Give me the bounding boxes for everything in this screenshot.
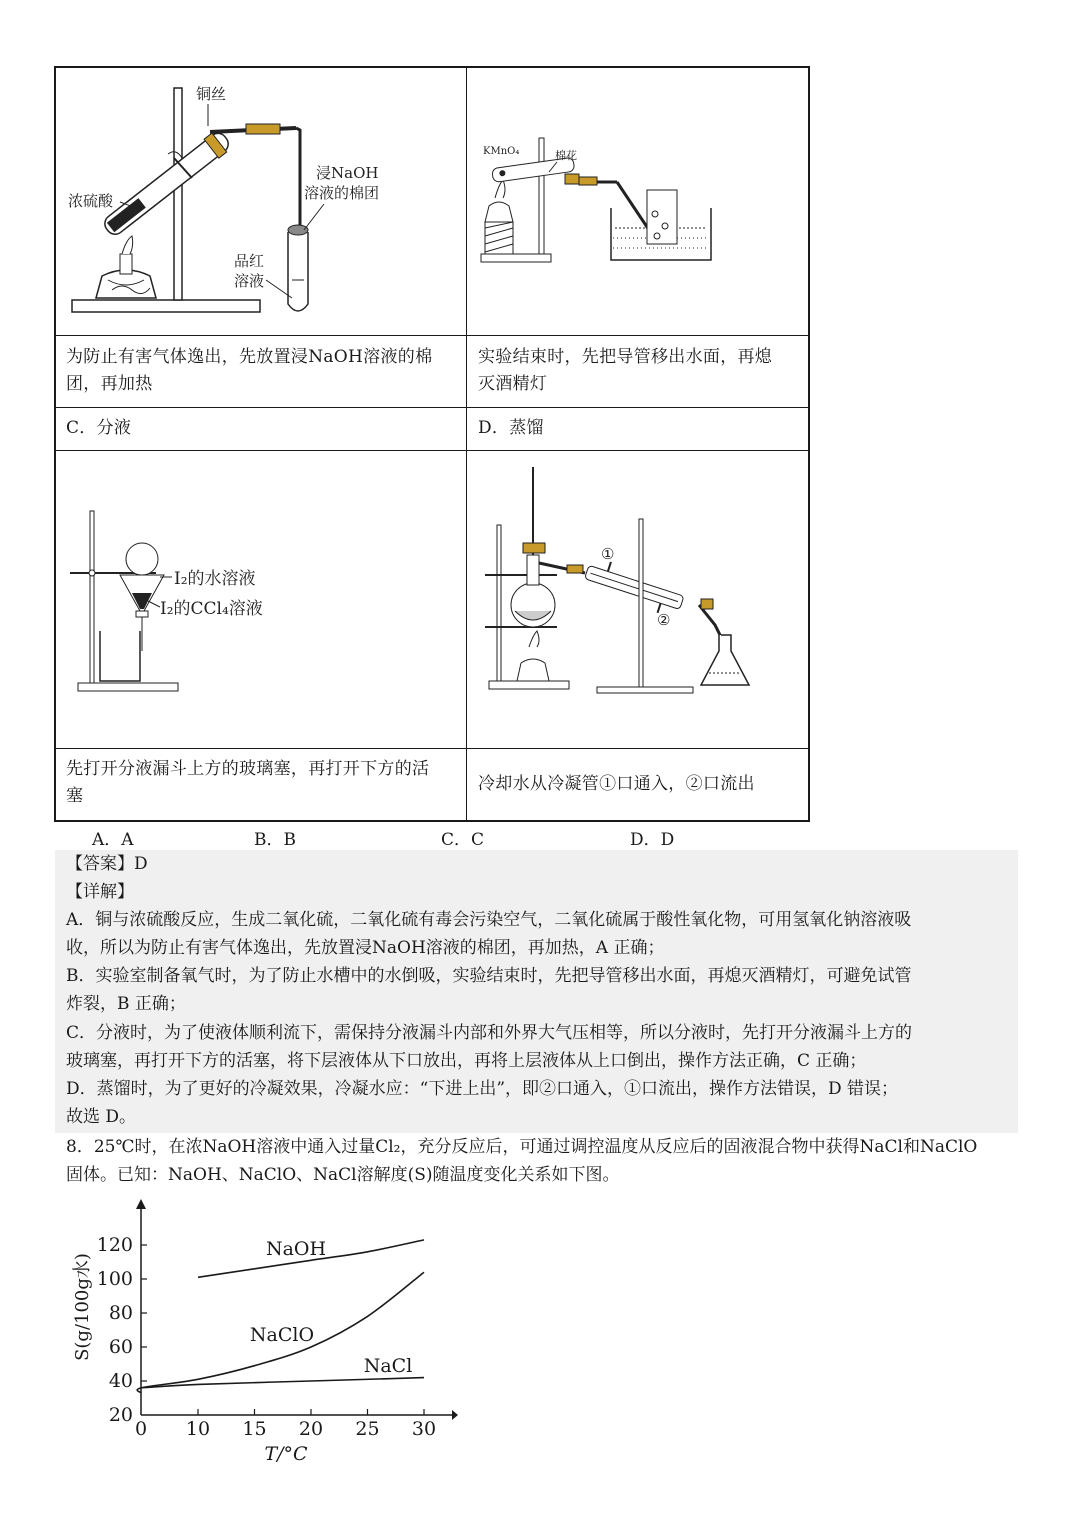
cell-c-text-line: 塞 [66,786,84,806]
x-tick-label: 0 [134,1418,148,1440]
cell-a-text [66,344,432,398]
x-tick-label: 10 [185,1418,211,1440]
y-tick-label: 120 [96,1234,133,1256]
figure-a-copper-sulfuric-acid [56,68,466,335]
cell-c-text [66,756,429,810]
option-c[interactable]: C．C [441,830,485,850]
label-naoh-cotton-2: 溶液的棉团 [304,184,380,202]
detail-title: 【详解】 [66,882,134,902]
label-cotton: 棉花 [555,149,577,162]
cell-d-text: 冷却水从冷凝管①口通入，②口流出 [478,774,755,794]
cell-a-text-line: 为防止有害气体逸出，先放置浸NaOH溶液的棉 [66,347,433,367]
x-tick-label: 30 [411,1418,437,1440]
cell-b-text [478,344,772,398]
explanation-line: B．实验室制备氧气时，为了防止水槽中的水倒吸，实验结束时，先把导管移出水面，再熄灭酒精灯，可避免试管 [66,966,912,986]
table-divider [54,748,810,749]
label-concentrated-acid: 浓硫酸 [68,192,114,210]
label-i2-ccl4: I₂的CCl₄溶液 [160,599,263,619]
x-tick-label: 15 [242,1418,267,1440]
y-tick-label: 60 [108,1336,133,1358]
question-8-line-2: 固体。已知：NaOH、NaClO、NaCl溶解度(S)随温度变化关系如下图。 [66,1165,620,1185]
label-port-1: ① [601,545,615,563]
label-naoh-cotton-1: 浸NaOH [316,164,379,182]
option-b[interactable]: B．B [254,830,296,850]
figure-b-oxygen-preparation [467,68,808,335]
explanation-line: C．分液时，为了使液体顺利流下，需保持分液漏斗内部和外界大气压相等，所以分液时，先打开分液漏斗上方的 [66,1023,913,1043]
explanation-line: 收，所以为防止有害气体逸出，先放置浸NaOH溶液的棉团，再加热，A 正确； [66,938,665,958]
label-port-2: ② [657,611,671,629]
explanation-line: D．蒸馏时，为了更好的冷凝效果，冷凝水应：“下进上出”，即②口通入，①口流出，操作方法错误，D 错误； [66,1079,899,1099]
answer-options [60,822,800,848]
table-border-right [808,66,810,822]
series-label-naoh: NaOH [265,1238,327,1260]
label-i2-water: I₂的水溶液 [174,569,256,589]
cell-b-text-line: 实验结束时，先把导管移出水面，再熄 [478,347,773,367]
question-8-line-1: 8．25℃时，在浓NaOH溶液中通入过量Cl₂，充分反应后，可通过调控温度从反应后的固液混合物中获得NaCl和NaClO [66,1137,978,1157]
label-pink-red-2: 溶液 [234,272,265,290]
x-tick-label: 20 [298,1418,324,1440]
x-axis-title: T/°C [264,1443,308,1465]
y-axis-title: S(g/100g水) [72,1253,93,1361]
explanation-line: A．铜与浓硫酸反应，生成二氧化硫，二氧化硫有毒会污染空气，二氧化硫属于酸性氧化物，可用氢氧化钠溶液吸 [66,910,912,930]
explanation-line: 故选 D。 [66,1107,137,1127]
table-divider [54,335,810,336]
chart-axes [136,1199,458,1420]
table-divider [54,407,810,408]
y-tick-label: 40 [108,1370,133,1392]
explanation-line: 玻璃塞，再打开下方的活塞，将下层液体从下口放出，再将上层液体从上口倒出，操作方法正确，C 正确； [66,1051,867,1071]
cell-a-text-line: 团，再加热 [66,374,153,394]
y-tick-label: 80 [108,1302,133,1324]
cell-b-text-line: 灭酒精灯 [478,374,548,394]
y-tick-label: 20 [108,1404,133,1426]
option-a[interactable]: A．A [92,830,134,850]
cell-c-text-line: 先打开分液漏斗上方的玻璃塞，再打开下方的活 [66,759,430,779]
y-tick-label: 100 [96,1268,133,1290]
figure-c-separatory-funnel [56,451,466,748]
option-d[interactable]: D．D [630,830,675,850]
header-c-separation: C．分液 [66,418,132,438]
series-line-nacl [141,1378,424,1388]
x-axis-arrow [452,1410,458,1420]
label-pink-red-1: 品红 [234,252,265,270]
solubility-chart [60,1195,480,1485]
y-axis-arrow [136,1199,146,1209]
answer-line: 【答案】D [66,854,148,874]
label-copper-wire: 铜丝 [196,85,227,103]
figure-d-distillation [467,451,808,748]
label-kmno4: KMnO₄ [483,146,520,157]
x-tick-label: 25 [355,1418,380,1440]
header-d-distillation: D．蒸馏 [478,418,544,438]
series-label-nacl: NaCl [363,1355,413,1377]
series-label-naclo: NaClO [249,1324,315,1346]
explanation-line: 炸裂，B 正确； [66,994,186,1014]
